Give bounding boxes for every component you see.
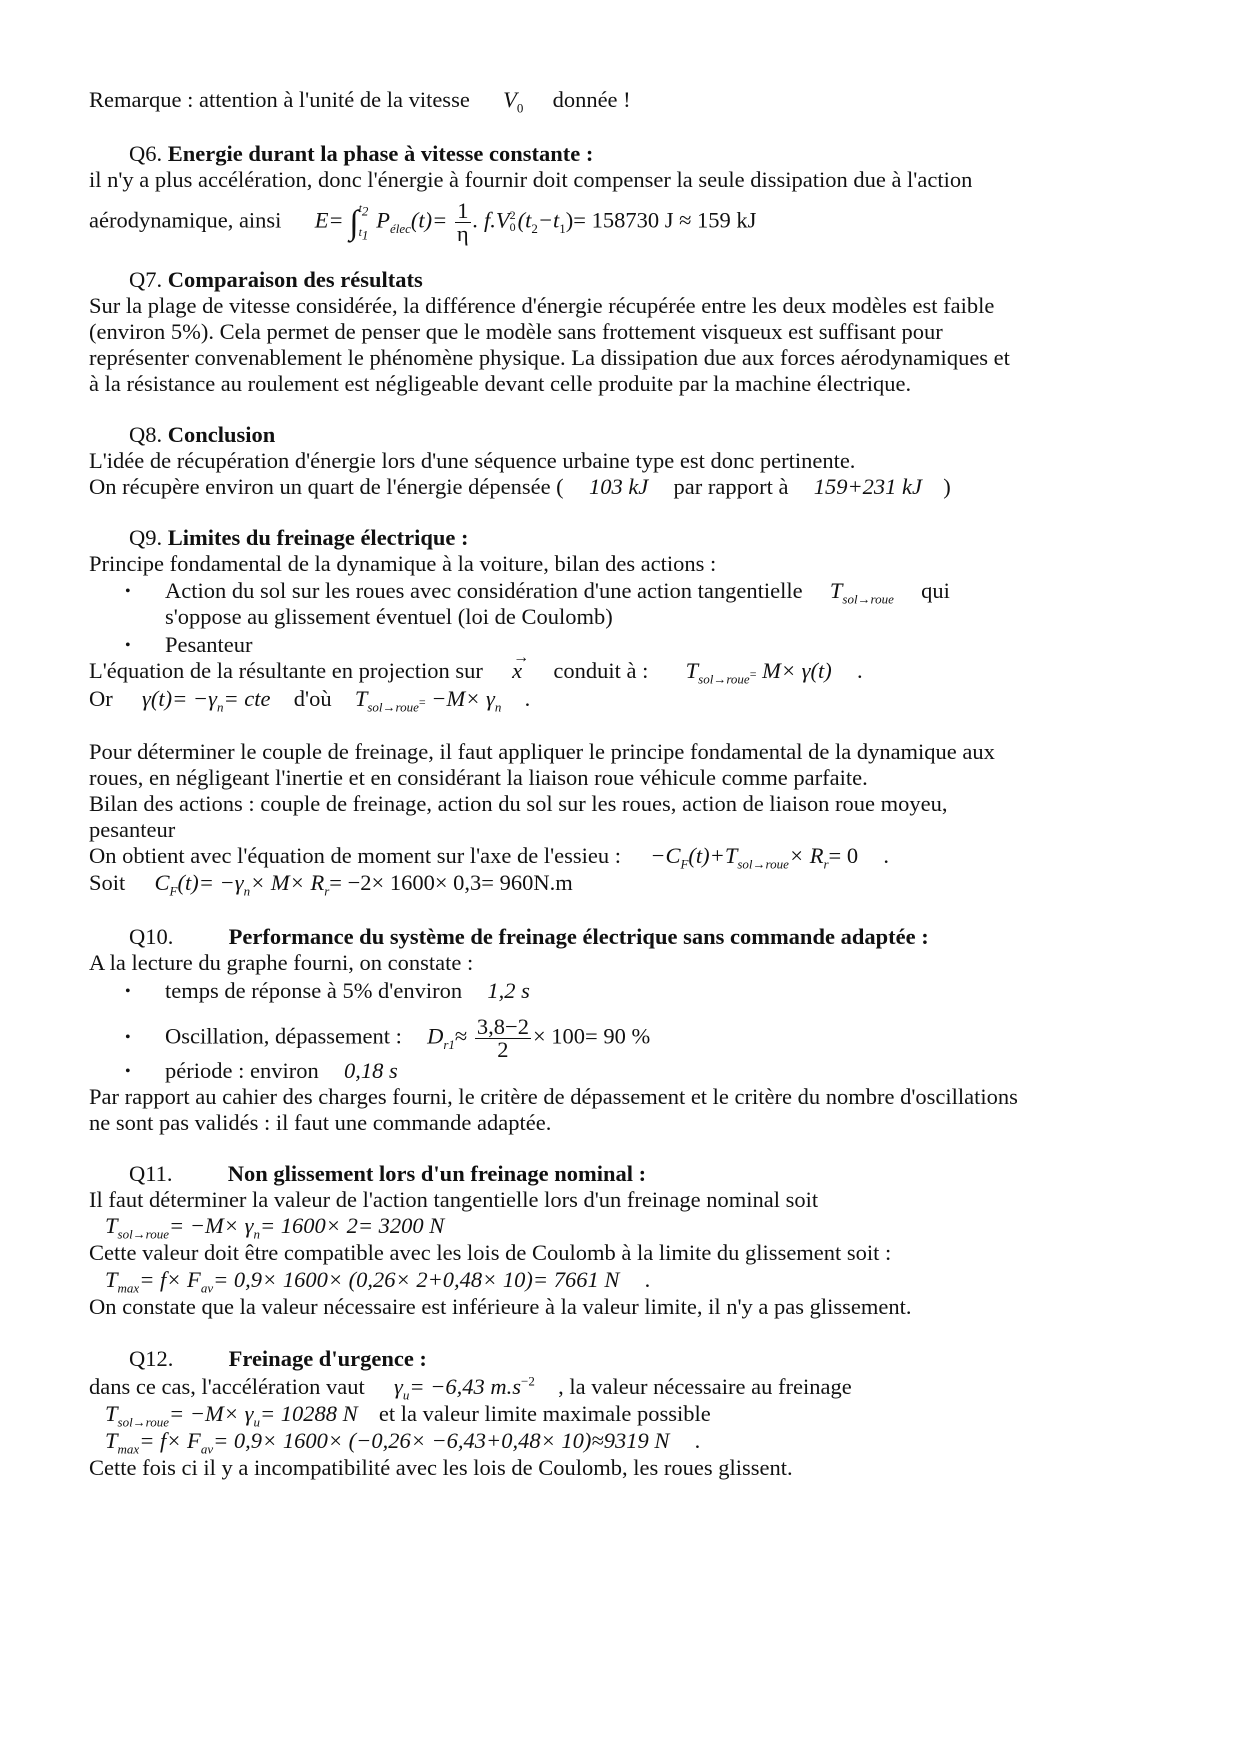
remarque-tail: donnée ! xyxy=(552,87,631,112)
q7-line-1: Sur la plage de vitesse considérée, la différence d'énergie récupérée entre les deux modèles est faible xyxy=(89,293,995,318)
q6-fraction-denominator: η xyxy=(456,221,469,246)
q9-bullet-2 xyxy=(125,631,252,660)
t2-sub: 2 xyxy=(531,221,538,237)
q7-number: Q7. xyxy=(129,267,163,292)
q9-force-rhs: −M× γ xyxy=(431,686,495,711)
q7-line-2: (environ 5%). Cela permet de penser que le modèle sans frottement visqueux est suffisant pour xyxy=(89,319,943,344)
tangential-force-symbol: T xyxy=(829,578,843,603)
q11-number: Q11. xyxy=(129,1161,173,1186)
emergency-force-result: = 10288 N xyxy=(259,1401,358,1426)
q9-or: Or xyxy=(89,686,113,711)
max-force-result: = 0,9× 1600× (0,26× 2+0,48× 10)= 7661 N xyxy=(213,1267,620,1292)
q11-title: Non glissement lors d'un freinage nominal : xyxy=(227,1161,647,1186)
q11-line2: Cette valeur doit être compatible avec les lois de Coulomb à la limite du glissement soit : xyxy=(89,1240,892,1265)
q8-compare-text: par rapport à xyxy=(673,474,789,499)
q11-heading xyxy=(129,1160,646,1188)
speed-subscript: 0 xyxy=(516,100,524,116)
q9-bullet-1-qui: qui xyxy=(921,578,950,603)
q9-p2-line-3: Bilan des actions : couple de freinage, action du sol sur les roues, action de liaison roue moyeu, xyxy=(89,791,948,816)
q8-line2-text: On récupère environ un quart de l'énergie dépensée ( xyxy=(89,474,564,499)
response-time-value: 1,2 s xyxy=(487,978,530,1003)
braking-torque-result: = −2× 1600× 0,3= 960N.m xyxy=(329,870,573,895)
q9-dou: d'où xyxy=(293,686,332,711)
q7-heading xyxy=(129,266,423,294)
q10-p1: Par rapport au cahier des charges fourni, le critère de dépassement et le critère du nombre d'oscillations xyxy=(89,1084,1018,1109)
q9-bullet-1 xyxy=(125,577,950,606)
q9-p2-line-4: pesanteur xyxy=(89,817,176,842)
q12-line2: Cette fois ci il y a incompatibilité avec les lois de Coulomb, les roues glissent. xyxy=(89,1455,793,1480)
q6-fraction xyxy=(455,200,471,245)
power-symbol: P xyxy=(376,207,390,233)
q9-bullet-1-cont: s'oppose au glissement éventuel (loi de Coulomb) xyxy=(165,604,613,629)
q9-title: Limites du freinage électrique : xyxy=(167,525,469,550)
q10-bullet-1-text: temps de réponse à 5% d'environ xyxy=(165,978,463,1003)
q10-intro: A la lecture du graphe fourni, on constate : xyxy=(89,950,474,975)
speed-symbol: V xyxy=(503,87,517,112)
q9-conduit-text: conduit à : xyxy=(553,658,649,683)
recovered-energy: 103 kJ xyxy=(588,474,649,499)
q11-line1: Il faut déterminer la valeur de l'action tangentielle lors d'un freinage nominal soit xyxy=(89,1187,819,1212)
q10-number: Q10. xyxy=(129,924,174,949)
bullet-icon: • xyxy=(125,583,131,600)
q12-heading xyxy=(129,1345,427,1373)
bullet-icon: • xyxy=(125,983,131,1000)
tangential-force-subscript: sol→roue xyxy=(842,591,894,607)
q11-eq1: $T_{sol\to roue}= -M\times \gamma_n= 1600\times 2= 3200$ N xyxy=(105,1213,445,1242)
q9-heading xyxy=(129,524,469,552)
q12-eq1: $T_{sol\to roue}= -M\times \gamma_u= 10288$ N et la valeur limite maximale possible xyxy=(105,1401,711,1430)
q12-eq2: $T_{max}= f\times F_{av}= 0,9\times 1600\times (-0,26\times -6,43+0,48\times 10)\approx 9319$ N . xyxy=(105,1428,701,1457)
velocity-indices: 2 0 xyxy=(509,207,516,234)
q8-heading xyxy=(129,421,275,449)
q9-resultant-rhs: M× γ(t) xyxy=(762,658,832,683)
q6-title: Energie durant la phase à vitesse constante : xyxy=(167,141,594,166)
q10-bullet-3 xyxy=(125,1057,398,1086)
bullet-icon: • xyxy=(125,637,131,654)
period-value: 0,18 s xyxy=(343,1058,398,1083)
remarque-text: Remarque : attention à l'unité de la vitesse xyxy=(89,87,470,112)
overshoot-denominator: 2 xyxy=(497,1037,509,1062)
q8-line2 xyxy=(89,473,951,501)
q10-bullet-3-text: période : environ xyxy=(165,1058,319,1083)
q6-time-close: )= xyxy=(565,207,586,233)
q10-bullet-1 xyxy=(125,977,530,1006)
power-argument: (t)= xyxy=(410,207,448,233)
q8-title: Conclusion xyxy=(167,422,276,447)
q10-title: Performance du système de freinage électrique sans commande adaptée : xyxy=(228,924,929,949)
integral-sign: ∫ xyxy=(349,204,359,242)
q9-resultant-text: L'équation de la résultante en projection sur xyxy=(89,658,483,683)
spent-energy: 159+231 kJ xyxy=(813,474,923,499)
nominal-force-result: = 1600× 2= 3200 N xyxy=(259,1213,445,1238)
q6-time-open: (t xyxy=(517,207,532,233)
t1-sub: 1 xyxy=(559,221,566,237)
integral-upper-bound: $t_2$ xyxy=(358,201,369,219)
power-subscript: élec xyxy=(389,221,411,237)
emergency-accel-value: = −6,43 m.s xyxy=(409,1374,522,1399)
q10-heading xyxy=(129,923,929,951)
q10-bullet-2-text: Oscillation, dépassement : xyxy=(165,1023,402,1049)
q12-eq1-tail: et la valeur limite maximale possible xyxy=(378,1401,711,1426)
bullet-icon: • xyxy=(125,1028,131,1046)
q10-p2: ne sont pas validés : il faut une commande adaptée. xyxy=(89,1110,552,1135)
q9-number: Q9. xyxy=(129,525,163,550)
q11-line3: On constate que la valeur nécessaire est inférieure à la valeur limite, il n'y a pas glissement. xyxy=(89,1294,912,1319)
q9-moment-line: On obtient avec l'équation de moment sur l'axe de l'essieu : $-C_F(t)+T_{sol\to roue}\times R_r= 0$ . xyxy=(89,843,889,872)
q9-intro: Principe fondamental de la dynamique à la voiture, bilan des actions : xyxy=(89,551,717,576)
q11-eq2: $T_{max}= f\times F_{av}= 0,9\times 1600\times (0,26\times 2+0,48\times 10)= 7661$ N . xyxy=(105,1267,651,1296)
q8-close-paren: ) xyxy=(943,474,951,499)
overshoot-numerator: 3,8−2 xyxy=(476,1014,529,1039)
q6-time-minus: −t xyxy=(537,207,560,233)
overshoot-fraction xyxy=(475,1016,531,1061)
remarque-line xyxy=(89,86,631,114)
q12-number: Q12. xyxy=(129,1346,174,1371)
q6-velocity-term: . f.V xyxy=(472,207,510,233)
q6-number: Q6. xyxy=(129,141,163,166)
document-page xyxy=(89,0,1149,1754)
q10-bullet-2: • Oscillation, dépassement : $D_{r1}\approx$ $\frac{3,8-2}{2}$ × 100= 90 % xyxy=(125,1014,651,1062)
q6-equation-line xyxy=(89,200,756,245)
q9-bullet-1-text: Action du sol sur les roues avec considération d'une action tangentielle xyxy=(165,578,803,603)
q12-line1: dans ce cas, l'accélération vaut $\gamma_u= -6,43$ $m.s^{-2}$ , la valeur nécessaire au freinage xyxy=(89,1373,852,1403)
q12-line1-text: dans ce cas, l'accélération vaut xyxy=(89,1374,365,1399)
q9-or-line: Or $\gamma(t)= -\gamma_n=$ cte d'où $T_{sol\to roue}= -M\times \gamma_n$ . xyxy=(89,686,531,715)
q6-line1: il n'y a plus accélération, donc l'énergie à fournir doit compenser la seule dissipation due à l'action xyxy=(89,167,973,192)
q9-soit: Soit xyxy=(89,870,126,895)
q7-line-4: à la résistance au roulement est négligeable devant celle produite par la machine électrique. xyxy=(89,371,912,396)
tangential-force-symbol-2: T xyxy=(685,658,699,683)
integral-lower-bound: $t_1$ xyxy=(358,225,369,243)
q8-number: Q8. xyxy=(129,422,163,447)
overshoot-result: × 100= 90 % xyxy=(532,1023,651,1049)
q9-p2-line-2: roues, en négligeant l'inertie et en considérant la liaison roue véhicule comme parfaite. xyxy=(89,765,868,790)
q6-energy-symbol: E= xyxy=(314,207,344,233)
q6-line2: aérodynamique, ainsi xyxy=(89,207,282,233)
q6-fraction-numerator: 1 xyxy=(455,200,471,223)
x-vector: → x xyxy=(512,658,522,683)
q7-line-3: représenter convenablement le phénomène physique. La dissipation due aux forces aérodynamiques et xyxy=(89,345,1010,370)
q6-heading xyxy=(129,140,593,168)
q9-moment-text: On obtient avec l'équation de moment sur l'axe de l'essieu : xyxy=(89,843,622,868)
q9-bullet-2-text: Pesanteur xyxy=(165,632,253,657)
bullet-icon: • xyxy=(125,1063,131,1080)
q7-title: Comparaison des résultats xyxy=(167,267,423,292)
q6-result: 158730 J ≈ 159 kJ xyxy=(591,207,757,233)
vector-arrow-icon: → xyxy=(513,649,530,666)
q12-line1-tail: , la valeur nécessaire au freinage xyxy=(558,1374,852,1399)
q9-soit-line: Soit $C_F(t)= -\gamma_n\times M\times R_r= -2\times 1600\times 0,3= 960N.m$ xyxy=(89,870,573,899)
q12-title: Freinage d'urgence : xyxy=(228,1346,427,1371)
q9-p2-line-1: Pour déterminer le couple de freinage, il faut appliquer le principe fondamental de la dynamique aux xyxy=(89,739,995,764)
q8-line1: L'idée de récupération d'énergie lors d'une séquence urbaine type est donc pertinente. xyxy=(89,448,856,473)
emergency-max-force-result: = 0,9× 1600× (−0,26× −6,43+0,48× 10)≈9319 N xyxy=(213,1428,670,1453)
q9-resultant-line: L'équation de la résultante en projection sur → x conduit à : $T_{sol\to roue}= M\times \gamma(t)$ . xyxy=(89,657,863,688)
q9-accel-eq: γ(t)= −γ xyxy=(142,686,217,711)
